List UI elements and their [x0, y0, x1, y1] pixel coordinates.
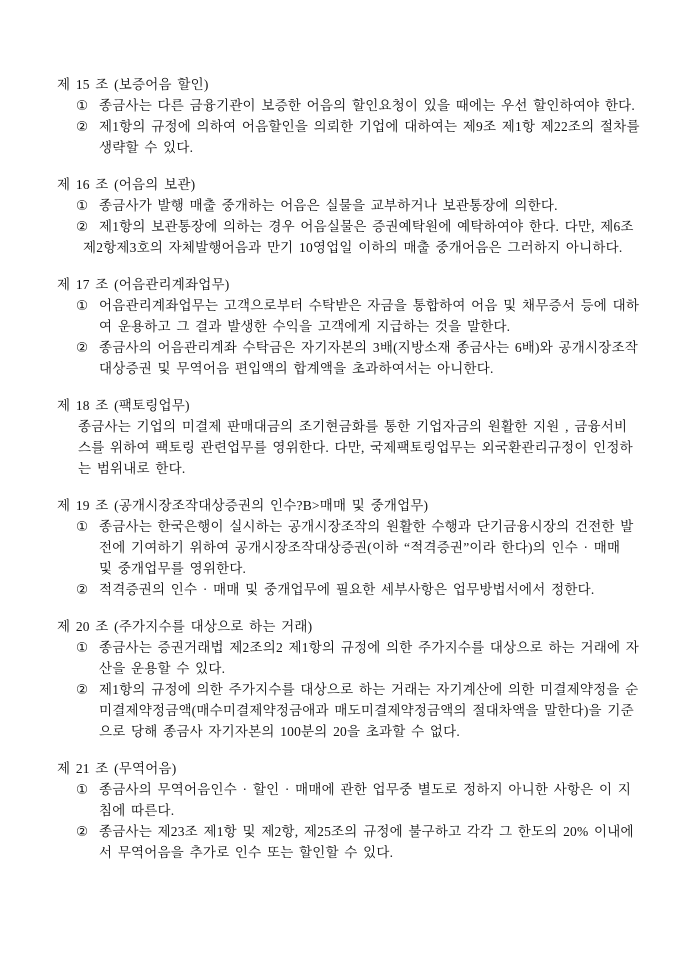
article-heading: 제 16 조 (어음의 보관) [57, 177, 196, 192]
clause-text: 제1항의 규정에 의하여 어음할인을 의뢰한 기업에 대하여는 제9조 제1항 제22조의 절차를 [99, 119, 640, 134]
clause-marker: ② [76, 340, 89, 355]
article-heading: 제 15 조 (보증어음 할인) [57, 77, 209, 92]
clause-line [76, 579, 680, 600]
clause-marker: ① [76, 198, 89, 213]
clause-marker: ② [76, 582, 89, 597]
clause-line [76, 337, 680, 358]
clause-line [76, 516, 680, 537]
clause-continuation-line: 및 중개업무를 영위한다. [99, 561, 247, 576]
clause-line [76, 116, 680, 137]
clause-text: 종금사는 제23조 제1항 및 제2항, 제25조의 규정에 불구하고 각각 그 한도의 20% 이내에 [99, 824, 634, 839]
clause-text: 적격증권의 인수 · 매매 및 중개업무에 필요한 세부사항은 업무방법서에서 정한다. [99, 582, 595, 597]
clause-marker: ② [76, 119, 89, 134]
article-heading: 제 21 조 (무역어음) [57, 761, 177, 776]
article [0, 74, 680, 158]
body-line: 종금사는 기업의 미결제 판매대금의 조기현금화를 통한 기업자금의 원활한 지원 , 금융서비 [78, 419, 628, 434]
clause-continuation-line: 제2항제3호의 자체발행어음과 만기 10영업일 이하의 매출 중개어음은 그러하지 아니하다. [83, 240, 623, 255]
clause-line [76, 679, 680, 700]
clause-text: 종금사는 증권거래법 제2조의2 제1항의 규정에 의한 주가지수를 대상으로 하는 거래에 자 [99, 640, 640, 655]
article [0, 395, 680, 479]
clause-continuation-line: 전에 기여하기 위하여 공개시장조작대상증권(이하 “적격증권”이라 한다)의 인수 · 매매 [99, 540, 621, 555]
clause-line [76, 195, 680, 216]
clause-marker: ② [76, 682, 89, 697]
clause-marker: ① [76, 298, 89, 313]
clause-text: 제1항의 보관통장에 의하는 경우 어음실물은 증권예탁원에 예탁하여야 한다. 다만, 제6조 [99, 219, 634, 234]
article [0, 616, 680, 742]
clause-text: 종금사의 무역어음인수 · 할인 · 매매에 관한 업무중 별도로 정하지 아니한 사항은 이 지 [99, 782, 632, 797]
article-heading: 제 20 조 (주가지수를 대상으로 하는 거래) [57, 619, 313, 634]
clause-text: 제1항의 규정에 의한 주가지수를 대상으로 하는 거래는 자기계산에 의한 미결제약정을 순 [99, 682, 639, 697]
article-heading: 제 17 조 (어음관리계좌업무) [57, 277, 230, 292]
clause-line [76, 821, 680, 842]
article-heading: 제 18 조 (팩토링업무) [57, 398, 190, 413]
clause-line [76, 295, 680, 316]
clause-continuation-line: 대상증권 및 무역어음 편입액의 합계액을 초과하여서는 아니한다. [99, 361, 494, 376]
clause-text: 어음관리계좌업무는 고객으로부터 수탁받은 자금을 통합하여 어음 및 채무증서 등에 대하 [99, 298, 640, 313]
article-heading: 제 19 조 (공개시장조작대상증권의 인수?B>매매 및 중개업무) [57, 498, 429, 513]
article [0, 758, 680, 863]
body-line: 는 범위내로 한다. [78, 461, 186, 476]
clause-continuation-line: 미결제약정금액(매수미결제약정금애과 매도미결제약정금액의 절대차액을 말한다)을 기준 [99, 703, 634, 718]
clause-text: 종금사가 발행 매출 중개하는 어음은 실물을 교부하거나 보관통장에 의한다. [99, 198, 558, 213]
clause-line [76, 95, 680, 116]
clause-text: 종금사는 다른 금융기관이 보증한 어음의 할인요청이 있을 때에는 우선 할인하여야 한다. [99, 98, 635, 113]
clause-line [76, 216, 680, 237]
article [0, 274, 680, 379]
clause-continuation-line: 침에 따른다. [99, 803, 175, 818]
clause-line [76, 637, 680, 658]
clause-marker: ② [76, 824, 89, 839]
clause-line [76, 779, 680, 800]
clause-marker: ① [76, 98, 89, 113]
clause-marker: ① [76, 519, 89, 534]
clause-text: 종금사의 어음관리계좌 수탁금은 자기자본의 3배(지방소재 종금사는 6배)와 공개시장조작 [99, 340, 638, 355]
clause-marker: ② [76, 219, 89, 234]
clause-continuation-line: 서 무역어음을 추가로 인수 또는 할인할 수 있다. [99, 845, 394, 860]
article [0, 495, 680, 600]
clause-continuation-line: 으로 당해 종금사 자기자본의 100분의 20을 초과할 수 없다. [99, 724, 460, 739]
clause-continuation-line: 생략할 수 있다. [99, 140, 194, 155]
clause-marker: ① [76, 782, 89, 797]
clause-continuation-line: 산을 운용할 수 있다. [99, 661, 226, 676]
body-line: 스를 위하여 팩토링 관련업무를 영위한다. 다만, 국제팩토링업무는 외국환관리규정이 인정하 [78, 440, 633, 455]
clause-marker: ① [76, 640, 89, 655]
article [0, 174, 680, 258]
clause-text: 종금사는 한국은행이 실시하는 공개시장조작의 원활한 수행과 단기금융시장의 건전한 발 [99, 519, 634, 534]
clause-continuation-line: 여 운용하고 그 결과 발생한 수익을 고객에게 지급하는 것을 말한다. [99, 319, 511, 334]
